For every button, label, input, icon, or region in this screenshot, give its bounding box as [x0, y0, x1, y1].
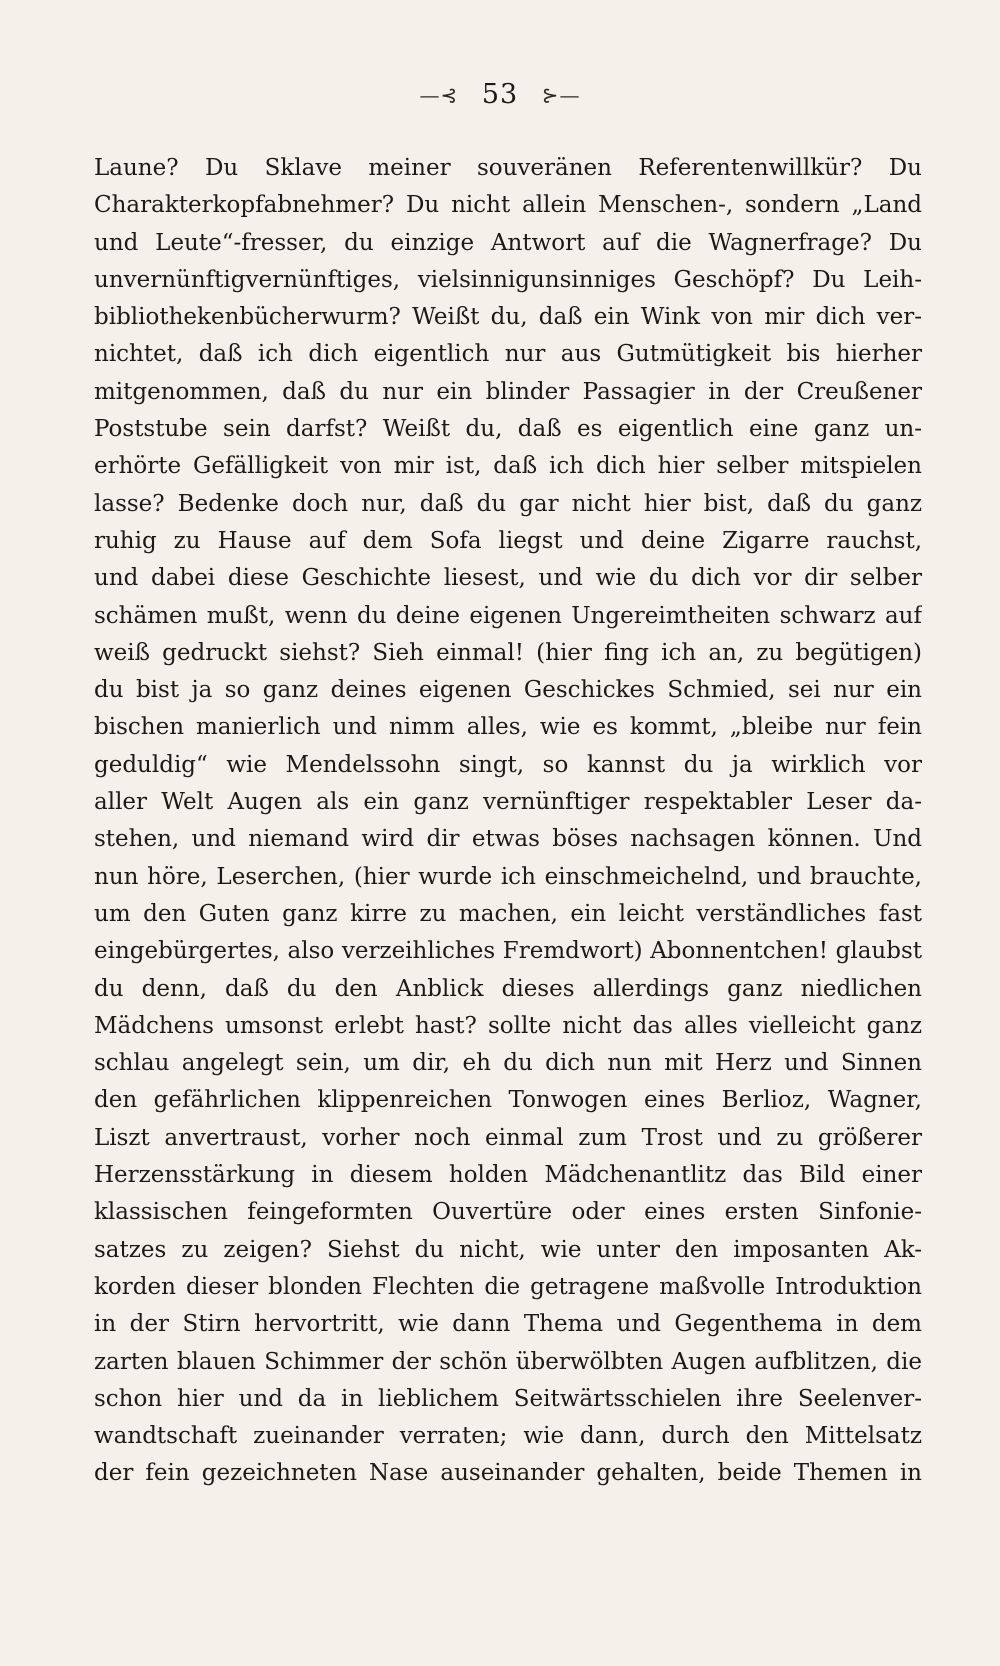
page-number: 53	[481, 79, 519, 110]
text-line: du denn, daß du den Anblick dieses allerdings ganz niedlichen	[94, 975, 922, 1002]
text-line: bibliothekenbücherwurm? Weißt du, daß ein Wink von mir dich ver-	[94, 304, 922, 331]
text-line: der fein gezeichneten Nase auseinander gehalten, beide Themen in	[94, 1460, 922, 1487]
text-line: schon hier und da in lieblichem Seitwärtsschielen ihre Seelenver-	[94, 1385, 922, 1412]
text-line: Poststube sein darfst? Weißt du, daß es eigentlich eine ganz un-	[94, 416, 922, 443]
text-line: weiß gedruckt siehst? Sieh einmal! (hier fing ich an, zu begütigen)	[94, 639, 922, 666]
text-line: satzes zu zeigen? Siehst du nicht, wie unter den imposanten Ak-	[94, 1236, 922, 1263]
page-header	[0, 78, 1000, 110]
text-line: klassischen feingeformten Ouvertüre oder eines ersten Sinfonie-	[94, 1199, 922, 1226]
body-text	[94, 150, 922, 1493]
text-line: wandtschaft zueinander verraten; wie dann, durch den Mittelsatz	[94, 1423, 922, 1450]
text-line: aller Welt Augen als ein ganz vernünftiger respektabler Leser da-	[94, 789, 922, 816]
text-line: eingebürgertes, also verzeihliches Fremdwort) Abonnentchen! glaubst	[94, 938, 922, 965]
text-line: in der Stirn hervortritt, wie dann Thema und Gegenthema in dem	[94, 1311, 922, 1338]
text-line: mitgenommen, daß du nur ein blinder Passagier in der Creußener	[94, 378, 922, 405]
text-line: Liszt anvertraust, vorher noch einmal zum Trost und zu größerer	[94, 1124, 922, 1151]
text-line: bischen manierlich und nimm alles, wie es kommt, „bleibe nur fein	[94, 714, 922, 741]
text-line: und Leute“-fresser, du einzige Antwort auf die Wagnerfrage? Du	[94, 229, 922, 256]
text-line: du bist ja so ganz deines eigenen Geschickes Schmied, sei nur ein	[94, 677, 922, 704]
right-ornament: ⊱—	[541, 82, 581, 107]
text-line: den gefährlichen klippenreichen Tonwogen eines Berlioz, Wagner,	[94, 1087, 922, 1114]
text-line: Laune? Du Sklave meiner souveränen Referentenwillkür? Du	[94, 155, 922, 181]
text-line: Charakterkopfabnehmer? Du nicht allein Menschen-, sondern „Land	[94, 192, 922, 219]
text-line: zarten blauen Schimmer der schön überwölbten Augen aufblitzen, die	[94, 1348, 922, 1375]
text-line: stehen, und niemand wird dir etwas böses nachsagen können. Und	[94, 826, 922, 853]
text-line: um den Guten ganz kirre zu machen, ein leicht verständliches fast	[94, 900, 922, 927]
text-line: nichtet, daß ich dich eigentlich nur aus Gutmütigkeit bis hierher	[94, 341, 922, 368]
left-ornament: —⊰	[419, 82, 459, 107]
text-line: schämen mußt, wenn du deine eigenen Ungereimtheiten schwarz auf	[94, 602, 922, 629]
text-line: Herzensstärkung in diesem holden Mädchenantlitz das Bild einer	[94, 1162, 922, 1189]
text-line: unvernünftigvernünftiges, vielsinnigunsinniges Geschöpf? Du Leih-	[94, 266, 922, 293]
text-line: schlau angelegt sein, um dir, eh du dich nun mit Herz und Sinnen	[94, 1050, 922, 1077]
text-line: nun höre, Leserchen, (hier wurde ich einschmeichelnd, und brauchte,	[94, 863, 922, 890]
text-line: und dabei diese Geschichte liesest, und wie du dich vor dir selber	[94, 565, 922, 592]
text-line: ruhig zu Hause auf dem Sofa liegst und deine Zigarre rauchst,	[94, 527, 922, 554]
text-line: Mädchens umsonst erlebt hast? sollte nicht das alles vielleicht ganz	[94, 1012, 922, 1039]
text-line: geduldig“ wie Mendelssohn singt, so kannst du ja wirklich vor	[94, 751, 922, 778]
text-line: erhörte Gefälligkeit von mir ist, daß ich dich hier selber mitspielen	[94, 453, 922, 480]
text-line: lasse? Bedenke doch nur, daß du gar nicht hier bist, daß du ganz	[94, 490, 922, 517]
text-line: korden dieser blonden Flechten die getragene maßvolle Introduktion	[94, 1273, 922, 1300]
